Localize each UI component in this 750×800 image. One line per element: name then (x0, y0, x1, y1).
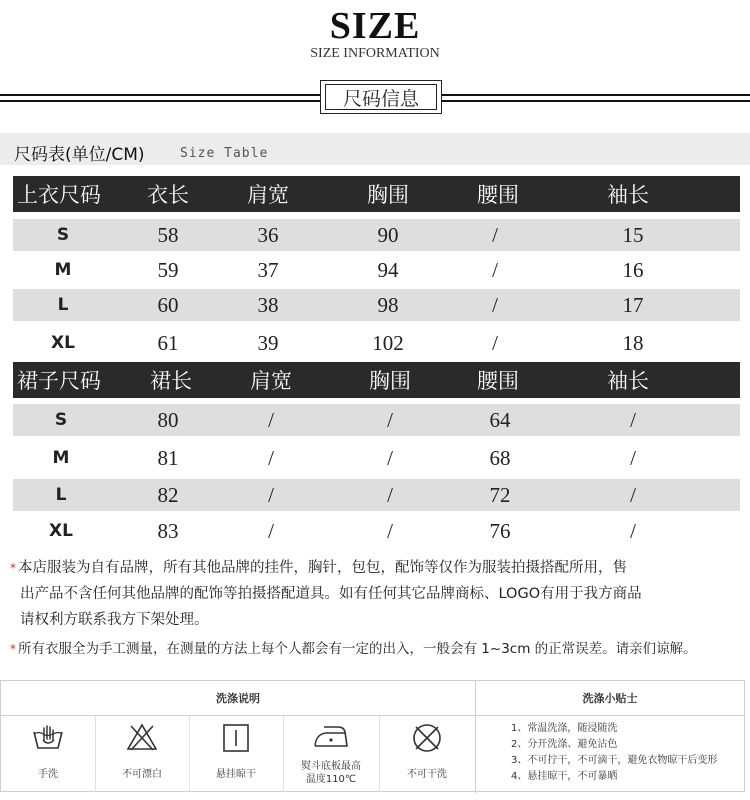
value-cell: 102 (372, 330, 404, 355)
section-badge-label: 尺码信息 (325, 84, 437, 110)
header-cell: 袖长 (607, 183, 649, 207)
value-cell: / (492, 222, 498, 247)
value-cell: 98 (377, 292, 399, 317)
care-item-hand-wash (1, 716, 96, 792)
value-cell: / (630, 407, 636, 432)
care-label: 不可干洗 (407, 769, 447, 780)
value-cell: 15 (622, 222, 644, 247)
note-star: * (10, 561, 16, 575)
header-cell: 衣长 (147, 183, 189, 207)
section-badge (320, 80, 442, 114)
value-cell: / (268, 445, 274, 470)
value-cell: 58 (157, 222, 179, 247)
value-cell: 59 (157, 257, 179, 282)
no-bleach-icon (125, 722, 159, 756)
value-cell: 60 (157, 292, 179, 317)
size-cell: L (57, 295, 69, 315)
header-cell: 胸围 (367, 183, 409, 207)
table-row (13, 289, 740, 321)
note-star: * (10, 642, 16, 656)
value-cell: 80 (157, 407, 179, 432)
value-cell: 17 (622, 292, 644, 317)
care-item-iron (283, 716, 380, 792)
note-line (10, 607, 730, 633)
header-cell: 腰围 (477, 369, 519, 393)
header-cell: 胸围 (369, 369, 411, 393)
value-cell: 61 (157, 330, 179, 355)
iron-icon (312, 722, 350, 754)
value-cell: / (492, 257, 498, 282)
value-cell: 68 (489, 445, 511, 470)
value-cell: 94 (377, 257, 399, 282)
value-cell: / (492, 330, 498, 355)
value-cell: / (387, 445, 393, 470)
table-row (13, 442, 740, 474)
care-tip: 4、悬挂晾干，不可暴晒 (511, 771, 618, 782)
care-label: 不可漂白 (122, 769, 162, 780)
measurement-note (10, 636, 730, 662)
care-tips-list (511, 721, 717, 785)
size-cell: S (56, 225, 70, 245)
note-text: 出产品不含任何其他品牌的配饰等拍摄搭配道具。如有任何其它品牌商标、LOGO有用于我方商品 (20, 586, 642, 602)
care-label-line: 熨斗底板最高 (301, 761, 361, 772)
hand-wash-icon (31, 722, 65, 756)
size-cell: M (54, 260, 72, 280)
value-cell: 81 (157, 445, 179, 470)
care-label (283, 760, 379, 786)
value-cell: 83 (157, 518, 179, 543)
header-cell: 袖长 (607, 369, 649, 393)
note-line (10, 581, 730, 607)
value-cell: / (268, 482, 274, 507)
header-cell: 裙子尺码 (17, 369, 101, 393)
value-cell: 82 (157, 482, 179, 507)
table-row (13, 514, 740, 548)
care-tip: 3、不可拧干，不可滴干，避免衣物晾干后变形 (511, 755, 718, 766)
value-cell: / (387, 482, 393, 507)
value-cell: / (387, 518, 393, 543)
brand-disclaimer-note (10, 555, 730, 633)
care-left-title: 洗涤说明 (1, 681, 475, 716)
value-cell: 90 (377, 222, 399, 247)
header-cell: 肩宽 (247, 183, 289, 207)
size-cell: L (55, 485, 67, 505)
note-text: 本店服装为自有品牌，所有其他品牌的挂件，胸针，包包，配饰等仅作为服装拍摄搭配所用，售 (18, 560, 627, 576)
value-cell: 16 (622, 257, 644, 282)
size-cell: M (52, 448, 70, 468)
care-item-hang-dry (189, 716, 284, 792)
size-table-title-en: Size Table (180, 146, 269, 161)
care-item-no-dry-clean (379, 716, 475, 792)
value-cell: 37 (257, 257, 279, 282)
care-label-line: 温度110℃ (305, 774, 357, 785)
header-cell: 上衣尺码 (17, 183, 101, 207)
care-label: 悬挂晾干 (216, 769, 256, 780)
table-header-row (13, 176, 740, 212)
value-cell: 36 (257, 222, 279, 247)
hang-dry-icon (219, 722, 253, 758)
value-cell: 76 (489, 518, 511, 543)
page-title: SIZE (329, 5, 421, 47)
page-subtitle: SIZE INFORMATION (310, 46, 440, 61)
size-cell: S (54, 410, 68, 430)
care-tip: 2、分开洗涤、避免沾色 (511, 739, 618, 750)
value-cell: 64 (489, 407, 511, 432)
value-cell: 18 (622, 330, 644, 355)
header-cell: 裙长 (150, 369, 192, 393)
table-row (13, 254, 740, 286)
value-cell: 39 (257, 330, 279, 355)
table-header-row (13, 362, 740, 398)
note-text: 所有衣服全为手工测量，在测量的方法上每个人都会有一定的出入，一般会有 1~3cm 的正常误差。请亲们谅解。 (18, 641, 697, 657)
value-cell: 38 (257, 292, 279, 317)
table-row (13, 479, 740, 511)
value-cell: / (630, 482, 636, 507)
size-cell: XL (49, 521, 73, 541)
note-line (10, 555, 730, 581)
care-instructions-panel (0, 680, 745, 792)
care-item-no-bleach (95, 716, 190, 792)
care-right-title: 洗涤小贴士 (476, 681, 744, 716)
value-cell: / (630, 518, 636, 543)
header-cell: 腰围 (477, 183, 519, 207)
table-row (13, 219, 740, 251)
table-row (13, 326, 740, 360)
value-cell: / (387, 407, 393, 432)
value-cell: / (268, 407, 274, 432)
care-divider (475, 681, 476, 793)
header-cell: 肩宽 (250, 369, 292, 393)
value-cell: / (630, 445, 636, 470)
value-cell: / (268, 518, 274, 543)
no-dry-clean-icon (410, 722, 444, 758)
care-label: 手洗 (38, 769, 58, 780)
size-cell: XL (51, 333, 75, 353)
size-table-title: 尺码表(单位/CM) (14, 145, 145, 165)
note-text: 请权利方联系我方下架处理。 (20, 612, 209, 628)
table-row (13, 404, 740, 436)
value-cell: 72 (489, 482, 511, 507)
value-cell: / (492, 292, 498, 317)
care-tip: 1、常温洗涤，随浸随洗 (511, 723, 618, 734)
